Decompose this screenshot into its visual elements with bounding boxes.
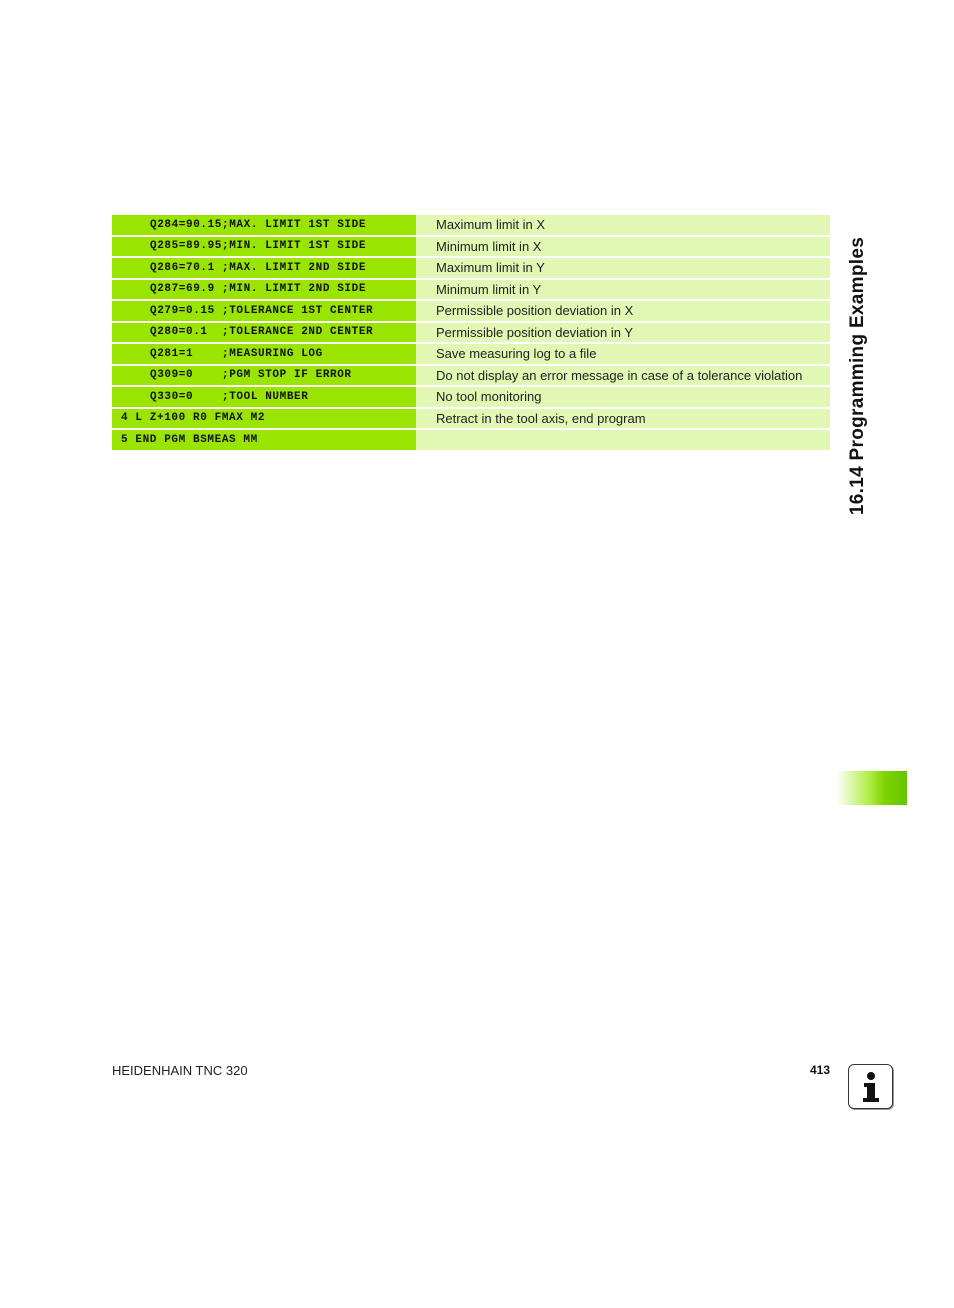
comment-cell: No tool monitoring bbox=[416, 387, 830, 407]
table-row bbox=[112, 344, 830, 364]
nc-code-cell: Q281=1 ;MEASURING LOG bbox=[112, 344, 416, 364]
comment-cell: Maximum limit in Y bbox=[416, 258, 830, 278]
table-row bbox=[112, 430, 830, 450]
comment-cell: Permissible position deviation in X bbox=[416, 301, 830, 321]
nc-code-cell: 5 END PGM BSMEAS MM bbox=[112, 430, 416, 450]
chapter-tab-marker bbox=[836, 771, 907, 805]
nc-code-cell: Q284=90.15;MAX. LIMIT 1ST SIDE bbox=[112, 215, 416, 235]
nc-code-cell: Q330=0 ;TOOL NUMBER bbox=[112, 387, 416, 407]
footer-brand: HEIDENHAIN TNC 320 bbox=[112, 1063, 248, 1078]
table-row bbox=[112, 280, 830, 300]
nc-code-cell: Q279=0.15 ;TOLERANCE 1ST CENTER bbox=[112, 301, 416, 321]
section-title-vertical bbox=[838, 215, 878, 536]
program-table bbox=[112, 215, 830, 452]
table-row bbox=[112, 323, 830, 343]
table-row bbox=[112, 237, 830, 257]
table-row bbox=[112, 409, 830, 429]
section-title-text: 16.14 Programming Examples bbox=[847, 236, 868, 515]
nc-code-cell: Q286=70.1 ;MAX. LIMIT 2ND SIDE bbox=[112, 258, 416, 278]
comment-cell: Permissible position deviation in Y bbox=[416, 323, 830, 343]
table-row bbox=[112, 366, 830, 386]
nc-code-cell: Q280=0.1 ;TOLERANCE 2ND CENTER bbox=[112, 323, 416, 343]
table-row bbox=[112, 387, 830, 407]
page-number: 413 bbox=[809, 1063, 830, 1077]
comment-cell: Save measuring log to a file bbox=[416, 344, 830, 364]
comment-cell: Do not display an error message in case of a tolerance violation bbox=[416, 366, 830, 386]
comment-cell: Maximum limit in X bbox=[416, 215, 830, 235]
comment-cell bbox=[416, 430, 830, 450]
nc-code-cell: 4 L Z+100 R0 FMAX M2 bbox=[112, 409, 416, 429]
comment-cell: Retract in the tool axis, end program bbox=[416, 409, 830, 429]
comment-cell: Minimum limit in X bbox=[416, 237, 830, 257]
table-row bbox=[112, 301, 830, 321]
table-row bbox=[112, 258, 830, 278]
nc-code-cell: Q309=0 ;PGM STOP IF ERROR bbox=[112, 366, 416, 386]
comment-cell: Minimum limit in Y bbox=[416, 280, 830, 300]
nc-code-cell: Q285=89.95;MIN. LIMIT 1ST SIDE bbox=[112, 237, 416, 257]
info-icon bbox=[848, 1064, 893, 1109]
table-row bbox=[112, 215, 830, 235]
nc-code-cell: Q287=69.9 ;MIN. LIMIT 2ND SIDE bbox=[112, 280, 416, 300]
